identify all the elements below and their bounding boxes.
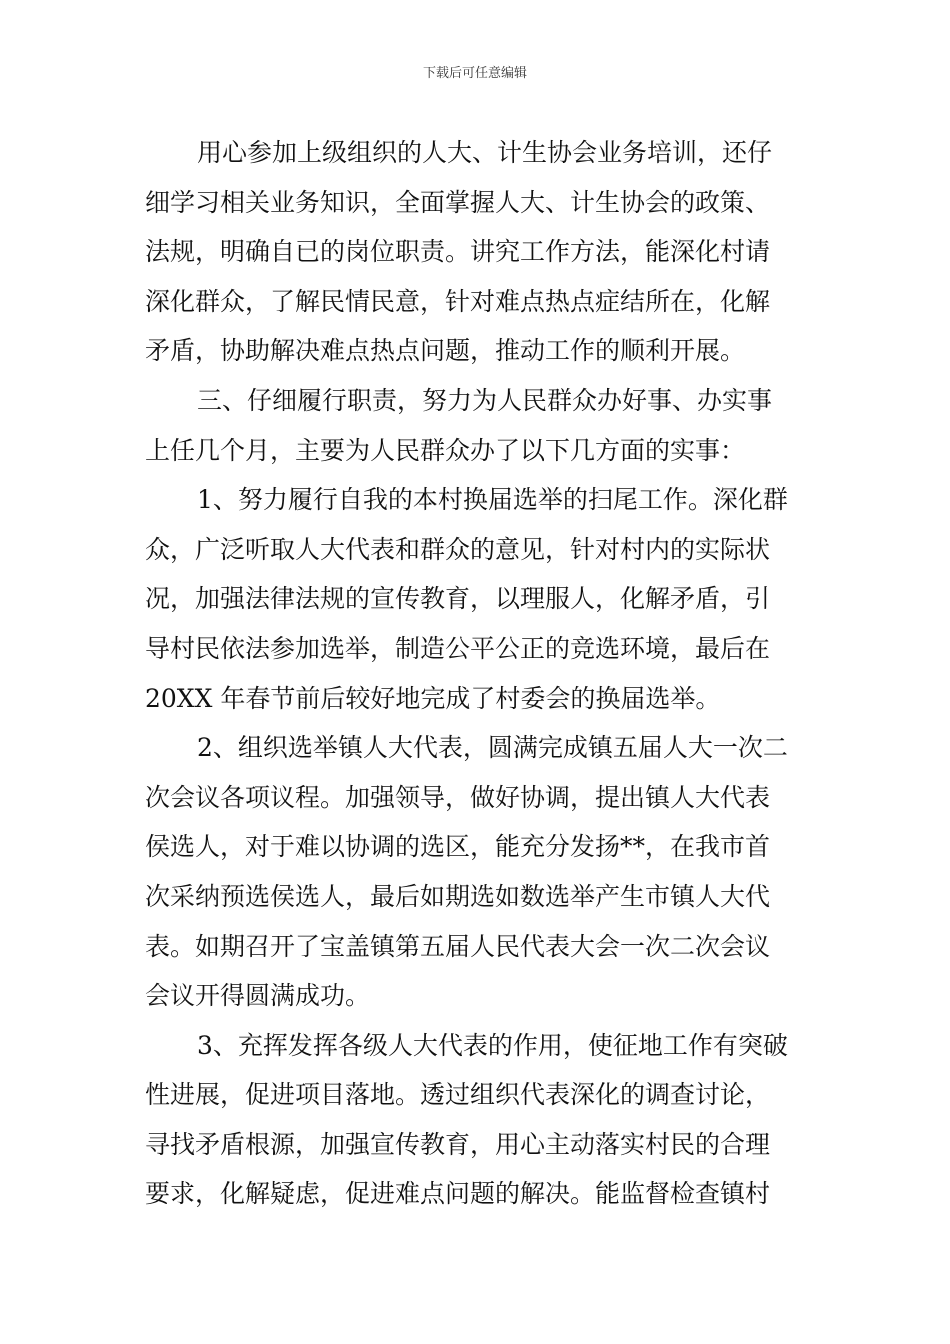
text-line: 上任几个月，主要为人民群众办了以下几方面的实事： xyxy=(145,435,746,465)
text-line: 1、努力履行自我的本村换届选举的扫尾工作。深化群 xyxy=(197,485,788,515)
text-line: 要求，化解疑虑，促进难点问题的解决。能监督检查镇村 xyxy=(145,1179,771,1209)
text-line: 次采纳预选侯选人，最后如期选如数选举产生市镇人大代 xyxy=(145,881,771,911)
document-body xyxy=(145,128,815,1219)
page-header: 下载后可任意编辑 xyxy=(422,66,527,81)
text-line: 法规，明确自已的岗位职责。讲究工作方法，能深化村请 xyxy=(145,237,771,267)
text-line: 细学习相关业务知识，全面掌握人大、计生协会的政策、 xyxy=(145,187,771,217)
text-line: 矛盾，协助解决难点热点问题，推动工作的顺利开展。 xyxy=(145,336,746,366)
text-line: 2、组织选举镇人大代表，圆满完成镇五届人大一次二 xyxy=(197,733,788,763)
text-line: 众，广泛听取人大代表和群众的意见，针对村内的实际状 xyxy=(145,534,771,564)
text-line: 寻找矛盾根源，加强宣传教育，用心主动落实村民的合理 xyxy=(145,1129,771,1159)
text-line: 会议开得圆满成功。 xyxy=(145,981,371,1011)
text-line: 况，加强法律法规的宣传教育，以理服人，化解矛盾，引 xyxy=(145,584,771,614)
text-line: 次会议各项议程。加强领导，做好协调，提出镇人大代表 xyxy=(145,782,771,812)
text-line: 3、充挥发挥各级人大代表的作用，使征地工作有突破 xyxy=(197,1030,788,1060)
text-line: 侯选人，对于难以协调的选区，能充分发扬**，在我市首 xyxy=(145,832,771,862)
text-line: 20XX 年春节前后较好地完成了村委会的换届选举。 xyxy=(145,683,721,713)
text-line: 性进展，促进项目落地。透过组织代表深化的调查讨论， xyxy=(145,1080,771,1110)
text-line: 三、仔细履行职责，努力为人民群众办好事、办实事 xyxy=(197,385,773,415)
text-line: 深化群众，了解民情民意，针对难点热点症结所在，化解 xyxy=(145,286,771,316)
text-line: 导村民依法参加选举，制造公平公正的竞选环境，最后在 xyxy=(145,633,771,663)
text-line: 表。如期召开了宝盖镇第五届人民代表大会一次二次会议 xyxy=(145,931,771,961)
text-line: 用心参加上级组织的人大、计生协会业务培训，还仔 xyxy=(197,138,773,167)
